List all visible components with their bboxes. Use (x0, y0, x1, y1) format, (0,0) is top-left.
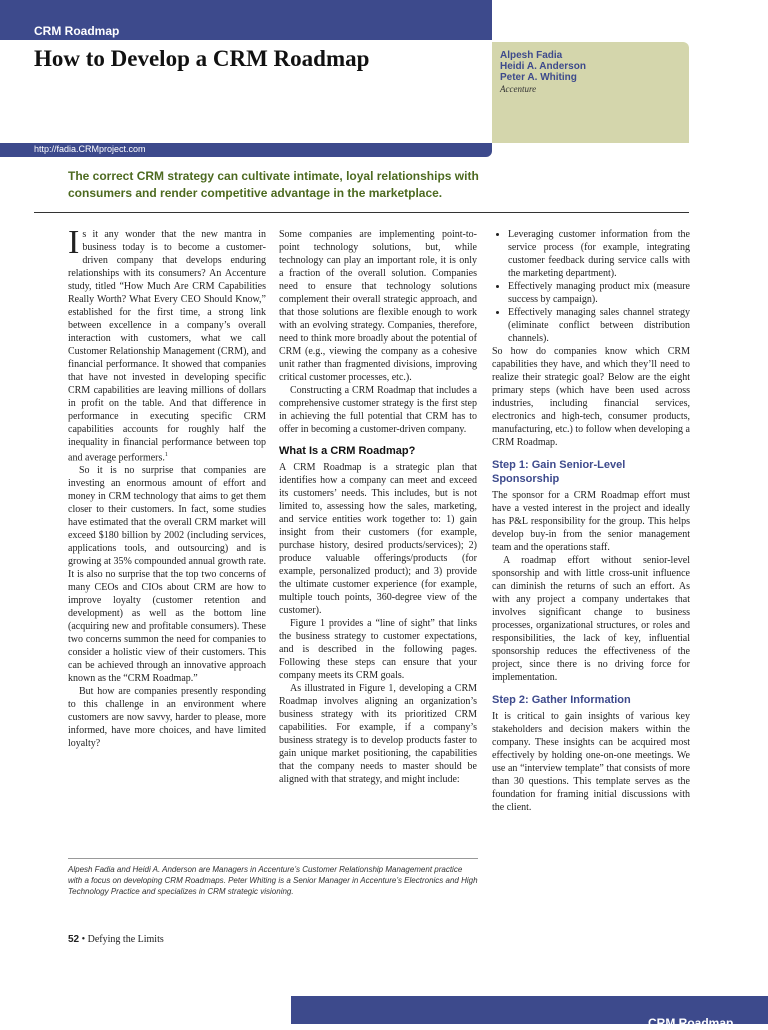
author-name: Alpesh Fadia (500, 50, 563, 61)
folio-separator: • (79, 934, 88, 945)
paragraph: So how do companies know which CRM capabilities they have, and which they’ll need to realize their strategic goal? Below are the eight primary steps (which have been used across industries, including financial services, electronics and high-tech, consumer products, manufacturing, etc.) to follow when developing a CRM Roadmap. (492, 346, 690, 448)
paragraph: Some companies are implementing point-to-point technology solutions, but, while technology can play an important role, it is only a fraction of the overall solution. Companies need to ensure that technology solutions complement their overall strategic approach, and that those solutions are flexible enough to work with an evolving strategy. Companies, therefore, need to think more broadly about the potential of CRM (e.g., viewing the company as a cohesive unit rather than fragmented divisions, improving critical customer processes, etc.). (279, 229, 477, 383)
paragraph (68, 228, 266, 464)
step-1-heading: Step 1: Gain Senior-Level Sponsorship (492, 459, 626, 485)
page-folio (68, 934, 164, 945)
list-item: • Leveraging customer information from the service process (for example, integrating customer feedback during service calls with the marketing department). (508, 228, 690, 280)
next-page-section-label: CRM Roadmap (648, 1016, 734, 1030)
paragraph: The sponsor for a CRM Roadmap effort must have a vested interest in the project and ideally has P&L responsibility for the group. This helps develop buy-in from the senior management team and the operations staff. (492, 490, 690, 553)
paragraph: A CRM Roadmap is a strategic plan that identifies how a company can meet and exceed its customers’ needs. This includes, but is not limited to, assessing how the sales, marketing, and service entities work together to: 1) gain insight from their customers (for example, purchase history, desired products/services); 2) produce valuable offerings/products (for example, personalized product); and 3) provide the ultimate customer experience (for example, multiple touch points, 360-degree view of the customer). (279, 462, 477, 616)
footnote-rule (68, 858, 478, 859)
body-column-2-text (279, 228, 477, 786)
article-url[interactable]: http://fadia.CRMproject.com (34, 144, 146, 154)
list-item: • Effectively managing sales channel strategy (eliminate conflict between distribution channels). (508, 306, 690, 345)
body-column-1 (68, 228, 266, 750)
paragraph: So it is no surprise that companies are investing an enormous amount of effort and money in CRM technology that aims to get them closer to their customers. In fact, some studies have estimated that the overall CRM market will exceed $180 billion by 2002 (including services, applications tools, and outsourcing) and is growing at 35% compounded annual growth rate. It is also no surprise that the top two concerns of many CEOs and CIOs about CRM are how to improve loyalty (customer retention and development) as well as the bottom line (acquiring new and profitable consumers). These two concerns summon the need for companies to consider a holistic view of their customers. This can be achieved through an innovative approach known as the “CRM Roadmap.” (68, 465, 266, 685)
article-title: How to Develop a CRM Roadmap (34, 46, 370, 71)
step-2-heading: Step 2: Gather Information (492, 694, 631, 706)
capability-list (492, 228, 690, 345)
lede: The correct CRM strategy can cultivate intimate, loyal relationships with consumers and render competitive advantage in the marketplace. (68, 169, 479, 200)
drop-cap: I (68, 228, 80, 261)
author-box (492, 42, 689, 143)
paragraph: A roadmap effort without senior-level sponsorship and with little cross-unit influence can diminish the returns of such an effort. As with any project a company undertakes that involves significant change to business processes, organizational structures, or roles and responsibilities, the lack of key, influential sponsorship reduces the effectiveness of the project, since there is no driving force for implementation. (492, 555, 690, 683)
author-names (500, 50, 586, 83)
publication-name: Defying the Limits (87, 934, 164, 945)
footnote-ref: 1 (164, 452, 168, 458)
paragraph: As illustrated in Figure 1, developing a CRM Roadmap involves aligning an organization’s business strategy with its prioritized CRM capabilities. For example, if a company’s business strategy is to develop products faster to gain unique market positioning, the capabilities that the company needs to master should be aligned with that strategy, and might include: (279, 683, 477, 785)
paragraph: But how are companies presently responding to this challenge in an environment where customers are now savvy, harder to please, more informed, have more choices, and have limited loyalty? (68, 686, 266, 750)
author-name: Peter A. Whiting (500, 72, 577, 83)
section-label: CRM Roadmap (34, 24, 120, 38)
page-number: 52 (68, 934, 80, 945)
paragraph: Figure 1 provides a “line of sight” that links the business strategy to customer expectations, and is described in the following pages. Following these steps can ensure that your company meets its CRM goals. (279, 618, 477, 681)
author-affiliation: Accenture (500, 84, 537, 94)
paragraph: Constructing a CRM Roadmap that includes a comprehensive customer strategy is the first step in achieving the full potential that CRM has to offer in becoming a customer-driven company. (279, 385, 477, 435)
author-bio-footnote: Alpesh Fadia and Heidi A. Anderson are Managers in Accenture’s Customer Relationship Management practice with a focus on developing CRM Roadmaps. Peter Whiting is a Senior Manager in Accenture’s Electronics and High Technology Practice and specializes in CRM strategic visioning. (68, 865, 478, 896)
section-heading: What Is a CRM Roadmap? (279, 445, 416, 457)
list-item: • Effectively managing product mix (measure success by campaign). (508, 280, 690, 306)
header-rule (34, 212, 689, 213)
paragraph-text: s it any wonder that the new mantra in business today is to become a customer-driven company that develops enduring relationships with its consumers? An Accenture study, titled “How Much Are CRM Capabilities Really Worth? What Every CEO Should Know,” established for the first time, a strong link between excellence in a company’s overall interaction with customers, what we call Customer Relationship Management (CRM), and financial performance. It showed that companies that have not invested in developing specific CRM capabilities are leaving millions of dollars in profit on the table. And that difference in performance in executing specific CRM capabilities accounts for roughly half the inequality in financial performance between top and average performers. (68, 229, 266, 464)
body-column-3 (492, 228, 690, 814)
author-name: Heidi A. Anderson (500, 61, 586, 72)
paragraph: It is critical to gain insights of various key stakeholders and decision makers within the company. These insights can be acquired most effectively by holding one-on-one meetings. We use an “interview template” that consists of more than 30 questions. This template serves as the foundation for framing initial discussions with the client. (492, 711, 690, 813)
